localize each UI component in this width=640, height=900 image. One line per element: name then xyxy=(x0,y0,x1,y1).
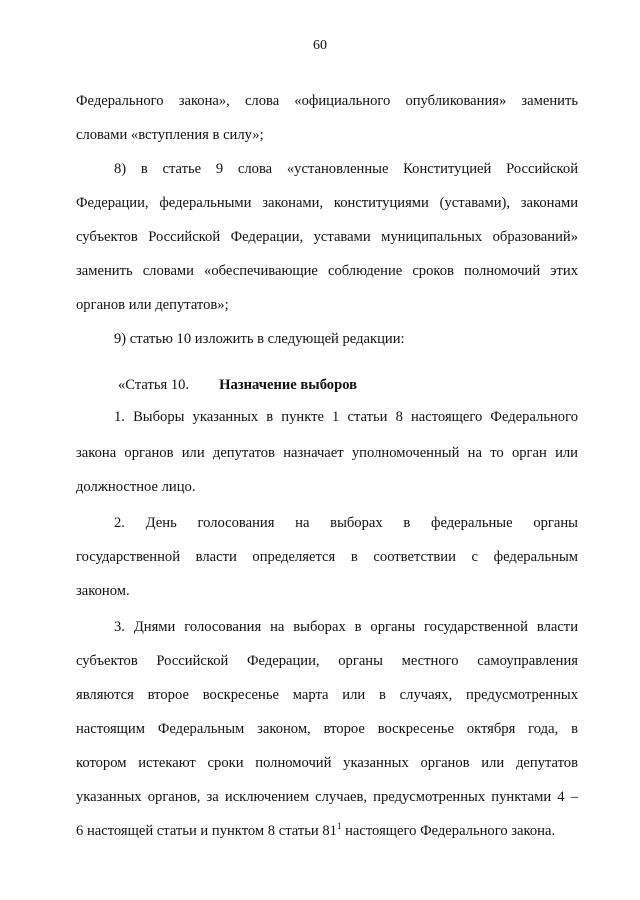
text-line: котором истекают сроки полномочий указанных органов или депутатов xyxy=(76,755,578,771)
text-line: 9) статью 10 изложить в следующей редакции: xyxy=(114,331,405,347)
text-line: закона органов или депутатов назначает уполномоченный на то орган или xyxy=(76,445,578,461)
text-line: субъектов Российской Федерации, органы местного самоуправления xyxy=(76,653,578,669)
text-line: 2. День голосования на выборах в федеральные органы xyxy=(114,515,578,531)
text-line: 3. Днями голосования на выборах в органы государственной власти xyxy=(114,619,578,635)
article-number: «Статья 10. xyxy=(118,377,190,393)
article-title: Назначение выборов xyxy=(219,377,358,393)
superscript: 1 xyxy=(336,821,342,831)
text-line: государственной власти определяется в соответствии с федеральным xyxy=(76,549,578,565)
text-line: 8) в статье 9 слова «установленные Конституцией Российской xyxy=(114,161,578,177)
text-line: Федерального закона», слова «официального опубликования» заменить xyxy=(76,93,578,109)
text-line: указанных органов, за исключением случаев, предусмотренных пунктами 4 – xyxy=(76,789,578,805)
text-line: заменить словами «обеспечивающие соблюдение сроков полномочий этих xyxy=(76,263,578,279)
text-line: являются второе воскресенье марта или в случаях, предусмотренных xyxy=(76,687,578,703)
text-line: субъектов Российской Федерации, уставами муниципальных образований» xyxy=(76,229,578,245)
text-line: 1. Выборы указанных в пункте 1 статьи 8 настоящего Федерального xyxy=(114,409,578,425)
text-line: законом. xyxy=(76,583,130,599)
text-line: органов или депутатов»; xyxy=(76,297,229,313)
text-segment: 6 настоящей статьи и пунктом 8 статьи 81 xyxy=(76,823,337,839)
text-line: Федерации, федеральными законами, конституциями (уставами), законами xyxy=(76,195,578,211)
text-segment: настоящего Федерального закона. xyxy=(341,823,556,839)
text-line: настоящим Федеральным законом, второе воскресенье октября года, в xyxy=(76,721,578,737)
article-heading xyxy=(118,376,578,394)
page-number: 60 xyxy=(313,38,327,53)
text-line: должностное лицо. xyxy=(76,479,196,495)
text-line xyxy=(76,822,578,840)
text-line: словами «вступления в силу»; xyxy=(76,127,264,143)
